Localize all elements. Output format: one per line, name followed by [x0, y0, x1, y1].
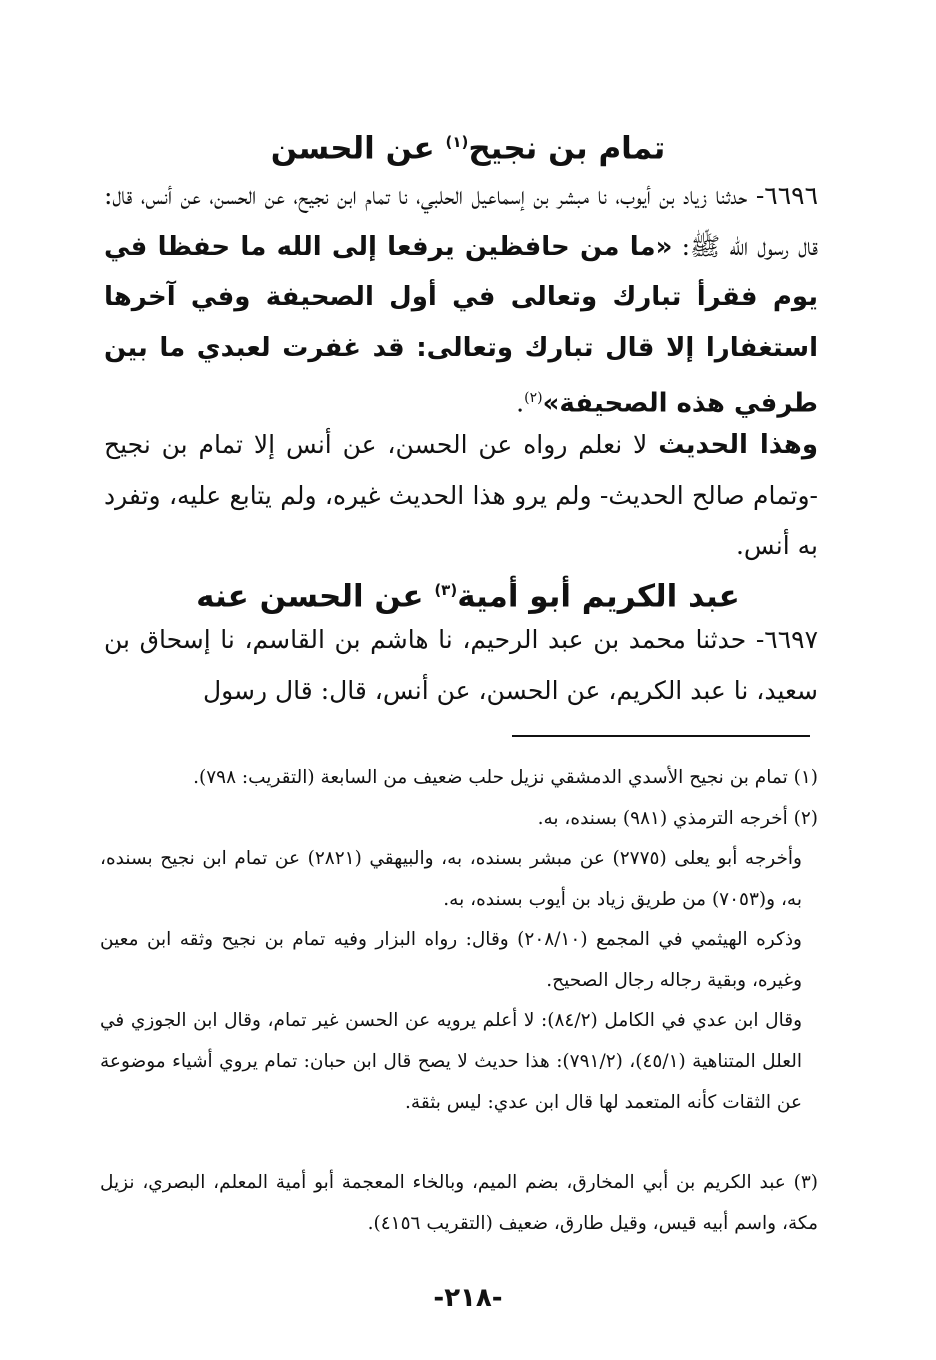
- footnote-2: (٢) أخرجه الترمذي (٩٨١) بسنده، به.: [537, 808, 818, 829]
- footnote-divider: [512, 735, 810, 737]
- footnote-2-paragraph-1: وأخرجه أبو يعلى (٢٧٧٥) عن مبشر بسنده، به، والبيهقي (٢٨٢١) عن تمام ابن نجيح بسنده، به، و(٧٠٥٣) من طريق زياد بن أيوب بسنده، به.: [100, 848, 802, 910]
- hadith-6696: [104, 171, 818, 429]
- footnote-1: (١) تمام بن نجيح الأسدي الدمشقي نزيل حلب ضعيف من السابعة (التقريب: ٧٩٨).: [193, 767, 818, 788]
- section-heading-tammam: [0, 122, 936, 168]
- hadith-matn: «ما من حافظين يرفعا إلى الله ما حفظا في يوم فقرأ تبارك وتعالى في أول الصحيفة وفي آخرها استغفارا إلا قال تبارك وتعالى: قد غفرت لعبدي ما بين طرفي هذه الصحيفة»: [104, 231, 818, 419]
- footnote-marker: (٣): [434, 581, 458, 599]
- heading-title: عبد الكريم أبو أمية: [457, 578, 740, 615]
- hadith-end: .: [516, 388, 525, 418]
- heading-title: تمام بن نجيح: [468, 130, 666, 167]
- commentary-bold: وهذا الحديث: [658, 430, 818, 460]
- hadith-text: ٦٦٩٧- حدثنا محمد بن عبد الرحيم، نا هاشم بن القاسم، نا إسحاق بن سعيد، نا عبد الكريم، عن الحسن، عن أنس، قال: قال رسول: [104, 625, 818, 705]
- footnote-marker: (٢): [524, 390, 543, 406]
- section-heading-abd-al-karim: [0, 570, 936, 616]
- footnote-2-paragraph-2: وذكره الهيثمي في المجمع (٢٠٨/١٠) وقال: رواه البزار وفيه تمام بن نجيح وثقه ابن معين وغيره، وبقية رجاله رجال الصحيح.: [100, 929, 802, 991]
- commentary-text: لا نعلم رواه عن الحسن، عن أنس إلا تمام بن نجيح -وتمام صالح الحديث- ولم يرو هذا الحديث غيره، ولم يتابع عليه، وتفرد به أنس.: [104, 430, 818, 560]
- heading-suffix: عن الحسن عنه: [196, 578, 424, 615]
- footnote-2-paragraph-3: وقال ابن عدي في الكامل (٨٤/٢): لا أعلم يرويه عن الحسن غير تمام، وقال ابن الجوزي في العلل المتناهية (٤٥/١)، (٧٩١/٢): هذا حديث لا يصح قال ابن حبان: تمام يروي أشياء موضوعة عن الثقات كأنه المتعمد لها قال ابن عدي: ليس بثقة.: [100, 1010, 803, 1113]
- commentary-paragraph: [104, 420, 818, 572]
- footnote-marker: (١): [445, 133, 469, 151]
- hadith-isnad: ٦٦٩٦- حدثنا زياد بن أيوب، نا مبشر بن إسماعيل الحلبي، نا تمام ابن نجيح، عن الحسن، عن أنس، قال: قال رسول الله ﷺ:: [104, 181, 819, 261]
- hadith-6697: [104, 615, 818, 716]
- heading-suffix: عن الحسن: [270, 130, 435, 167]
- footnote-3: (٣) عبد الكريم بن أبي المخارق، بضم الميم، وبالخاء المعجمة أبو أمية المعلم، البصري، نزيل مكة، واسم أبيه قيس، وقيل طارق، ضعيف (التقريب ٤١٥٦).: [100, 1172, 818, 1234]
- page-number: -٢١٨-: [433, 1283, 503, 1313]
